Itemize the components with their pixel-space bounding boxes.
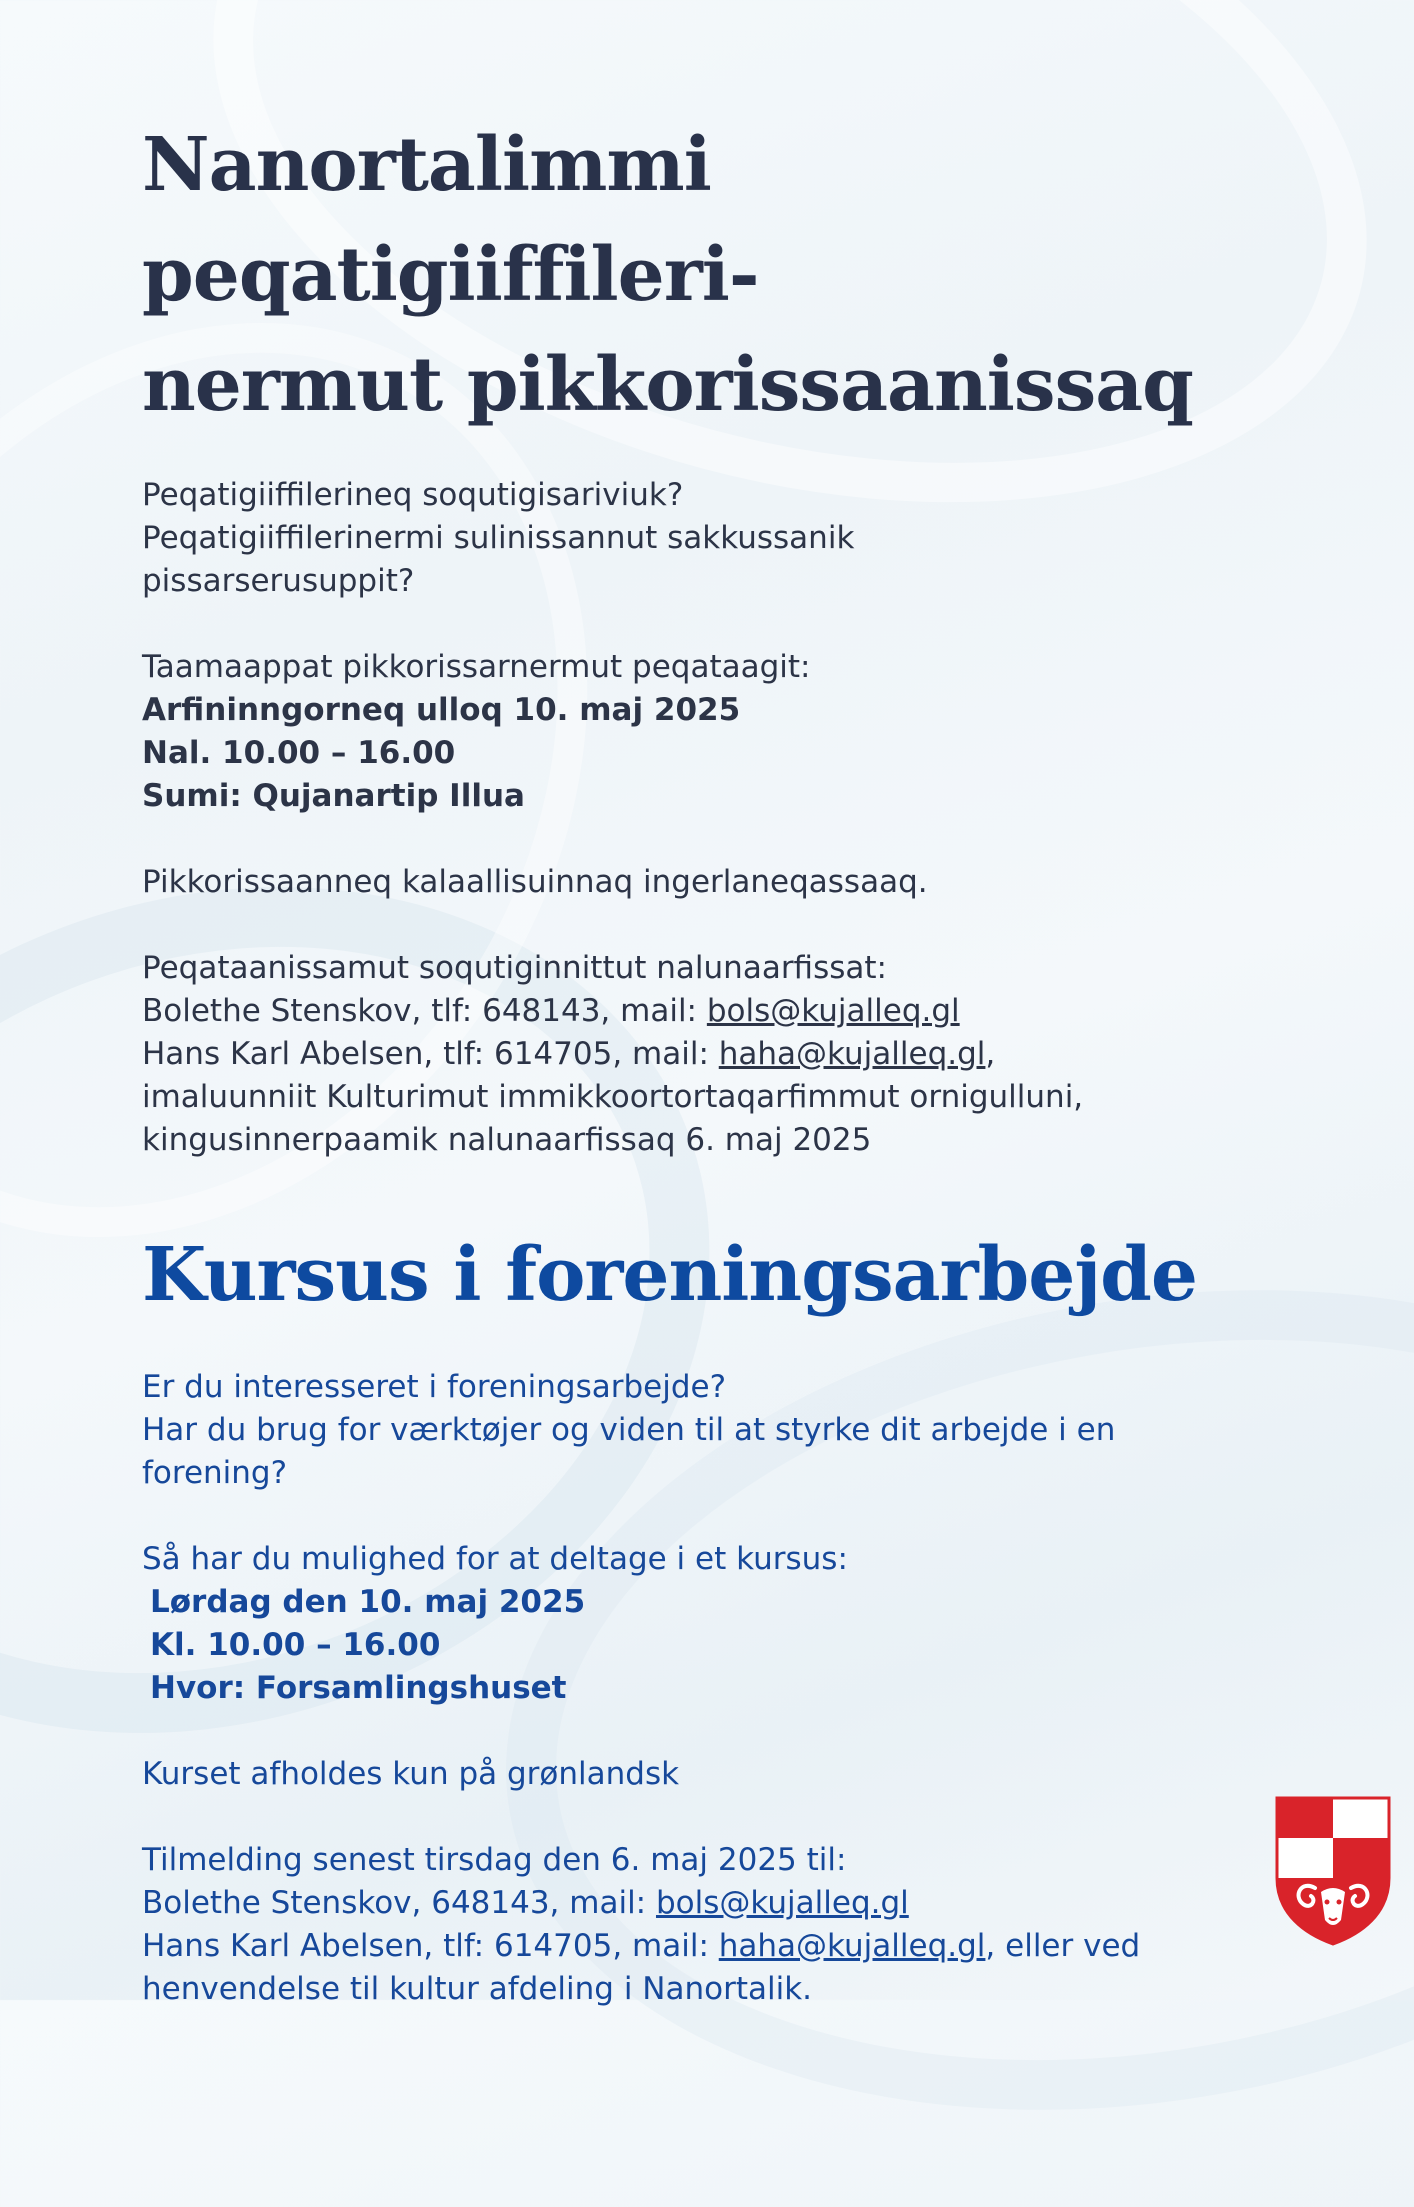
greenlandic-section [142, 110, 1322, 1162]
contact-text: Bolethe Stenskov, 648143, mail: [142, 1885, 656, 1921]
danish-contact-line: henvendelse til kultur afdeling i Nanortalik. [142, 1971, 813, 2007]
contact-text: , [985, 1036, 996, 1072]
greenlandic-intro: Taamaappat pikkorissarnermut peqataagit: [142, 649, 811, 685]
danish-question: Er du interesseret i foreningsarbejde? [142, 1369, 727, 1405]
greenlandic-title [142, 110, 1322, 440]
municipality-crest-icon [1275, 1796, 1391, 1946]
contact-text: , eller ved [985, 1928, 1141, 1964]
greenlandic-place: Sumi: Qujanartip Illua [142, 778, 525, 814]
danish-intro: Så har du mulighed for at deltage i et kursus: [142, 1541, 848, 1577]
danish-place: Hvor: Forsamlingshuset [150, 1670, 567, 1706]
greenlandic-contact-line: imaluunniit Kulturimut immikkoortortaqarfimmut ornigulluni, [142, 1079, 1084, 1115]
danish-question: Har du brug for værktøjer og viden til at styrke dit arbejde i en [142, 1412, 1116, 1448]
greenlandic-question: pissarserusuppit? [142, 563, 415, 599]
email-link-bols[interactable]: bols@kujalleq.gl [706, 993, 960, 1029]
poster-content [142, 110, 1322, 2011]
danish-contact-line [142, 1925, 1322, 1968]
email-link-haha[interactable]: haha@kujalleq.gl [718, 1036, 986, 1072]
email-link-haha[interactable]: haha@kujalleq.gl [718, 1928, 986, 1964]
danish-section [142, 1220, 1322, 2011]
contact-text: Hans Karl Abelsen, tlf: 614705, mail: [142, 1036, 719, 1072]
greenlandic-language-note: Pikkorissaanneq kalaallisuinnaq ingerlaneqassaaq. [142, 864, 928, 900]
greenlandic-contact-line [142, 990, 1322, 1033]
danish-language-note: Kurset afholdes kun på grønlandsk [142, 1756, 680, 1792]
danish-time: Kl. 10.00 – 16.00 [150, 1627, 441, 1663]
contact-text: Hans Karl Abelsen, tlf: 614705, mail: [142, 1928, 719, 1964]
greenlandic-contact-line [142, 1033, 1322, 1076]
greenlandic-date: Arfininngorneq ulloq 10. maj 2025 [142, 692, 741, 728]
greenlandic-title-line2: nermut pikkorissaanissaq [142, 342, 1193, 428]
greenlandic-question: Peqatigiiffilerineq soqutigisariviuk? [142, 477, 684, 513]
danish-title: Kursus i foreningsarbejde [142, 1232, 1197, 1318]
danish-deadline: Tilmelding senest tirsdag den 6. maj 2025 til: [142, 1842, 847, 1878]
danish-question: forening? [142, 1455, 288, 1491]
greenlandic-time: Nal. 10.00 – 16.00 [142, 735, 456, 771]
danish-contact-line [142, 1882, 1322, 1925]
danish-date: Lørdag den 10. maj 2025 [150, 1584, 586, 1620]
contact-text: Bolethe Stenskov, tlf: 648143, mail: [142, 993, 707, 1029]
email-link-bols[interactable]: bols@kujalleq.gl [655, 1885, 909, 1921]
greenlandic-contact-intro: Peqataanissamut soqutiginnittut nalunaarfissat: [142, 950, 887, 986]
greenlandic-deadline: kingusinnerpaamik nalunaarfissaq 6. maj 2025 [142, 1122, 872, 1158]
greenlandic-title-line1: Nanortalimmi peqatigiiffileri- [142, 122, 759, 318]
greenlandic-question: Peqatigiiffilerinermi sulinissannut sakkussanik [142, 520, 855, 556]
